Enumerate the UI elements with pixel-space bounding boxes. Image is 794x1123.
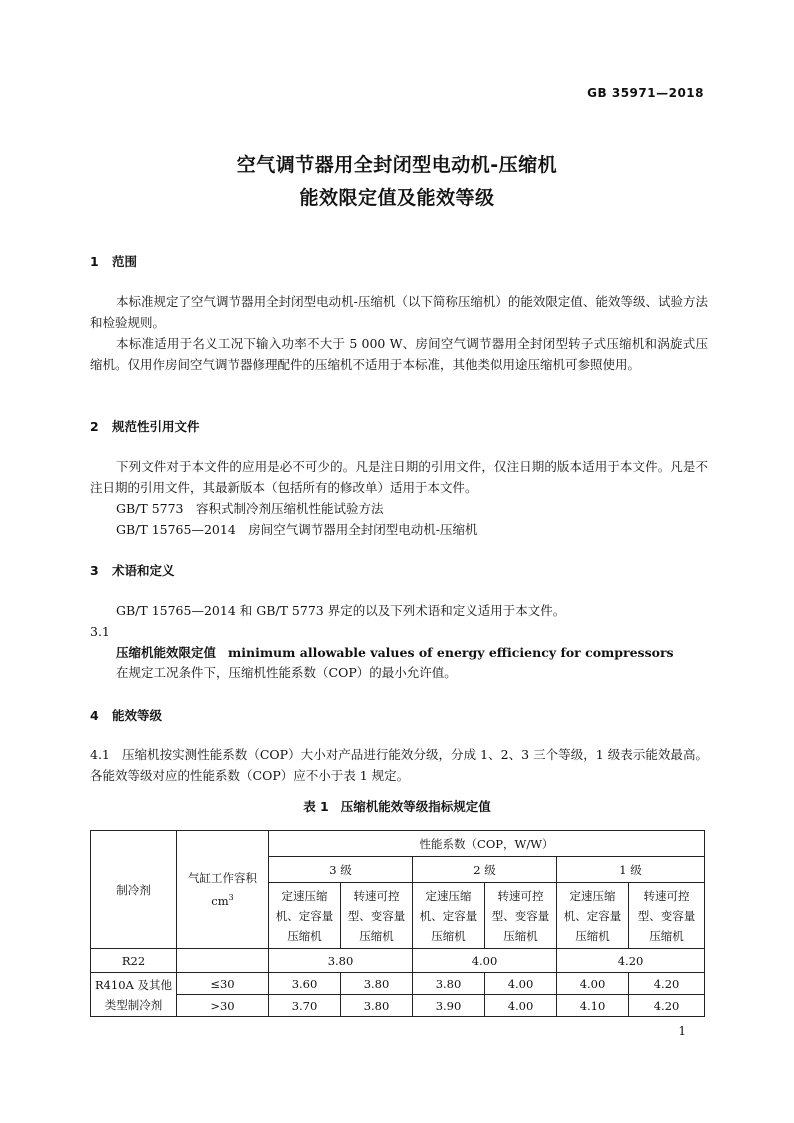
clause-3-1-number: 3.1 <box>90 624 110 639</box>
page-number: 1 <box>678 1024 686 1038</box>
cell-cop: 3.70 <box>269 995 341 1017</box>
term-entry <box>116 643 674 661</box>
header-cylinder-volume-unit: $cm^3$ <box>211 893 234 908</box>
efficiency-grade-table <box>90 830 705 1017</box>
cell-refrigerant: R410A 及其他 类型制冷剂 <box>91 973 177 1017</box>
cell-cop: 3.80 <box>413 973 485 995</box>
header-cylinder-volume-label: 气缸工作容积 <box>188 871 257 886</box>
table-caption-title: 压缩机能效等级指标规定值 <box>340 799 491 814</box>
table-row <box>91 995 705 1017</box>
header-variable-speed: 转速可控 型、变容量 压缩机 <box>341 883 413 949</box>
cell-cop: 3.80 <box>341 995 413 1017</box>
cell-volume: ≤30 <box>177 973 269 995</box>
header-variable-speed: 转速可控 型、变容量 压缩机 <box>485 883 557 949</box>
cell-cop: 4.00 <box>485 973 557 995</box>
header-variable-speed: 转速可控 型、变容量 压缩机 <box>629 883 705 949</box>
header-refrigerant: 制冷剂 <box>91 831 177 949</box>
cell-cop: 4.00 <box>485 995 557 1017</box>
header-grade-1: 1 级 <box>557 857 705 883</box>
header-grade-2: 2 级 <box>413 857 557 883</box>
cell-cop: 4.00 <box>557 973 629 995</box>
section-2-paragraph: 下列文件对于本文件的应用是必不可少的。凡是注日期的引用文件，仅注日期的版本适用于本文件。凡是不注日期的引用文件，其最新版本（包括所有的修改单）适用于本文件。 <box>90 459 708 495</box>
cell-volume: >30 <box>177 995 269 1017</box>
cell-cop: 3.80 <box>269 949 413 973</box>
section-number: 1 <box>90 254 99 269</box>
section-title: 规范性引用文件 <box>112 419 200 434</box>
section-1-paragraph-2: 本标准适用于名义工况下输入功率不大于 5 000 W、房间空气调节器用全封闭型转子式压缩机和涡旋式压缩机。仅用作房间空气调节器修理配件的压缩机不适用于本标准，其他类似用途压缩机可参照使用。 <box>90 336 708 372</box>
header-cop: 性能系数（COP，W/W） <box>269 831 705 857</box>
clause-4-1-number: 4.1 <box>90 747 110 762</box>
table-caption-number: 表 1 <box>303 799 329 814</box>
cell-cop: 4.00 <box>413 949 557 973</box>
cell-cop: 4.10 <box>557 995 629 1017</box>
section-4-paragraph: 压缩机按实测性能系数（COP）大小对产品进行能效分级，分成 1、2、3 三个等级，1 级表示能效最高。各能效等级对应的性能系数（COP）应不小于表 1 规定。 <box>90 747 708 783</box>
table-row <box>91 949 705 973</box>
section-3-heading <box>90 561 175 579</box>
term-definition: 在规定工况条件下，压缩机性能系数（COP）的最小允许值。 <box>116 665 457 680</box>
header-fixed-speed: 定速压缩 机、定容量 压缩机 <box>413 883 485 949</box>
section-title: 能效等级 <box>112 708 163 723</box>
section-2-heading <box>90 417 200 435</box>
section-title: 范围 <box>112 254 138 269</box>
cell-cop: 4.20 <box>629 995 705 1017</box>
header-fixed-speed: 定速压缩 机、定容量 压缩机 <box>269 883 341 949</box>
cell-cop: 3.90 <box>413 995 485 1017</box>
cell-volume <box>177 949 269 973</box>
section-1-heading <box>90 252 137 270</box>
normative-reference: GB/T 15765—2014 房间空气调节器用全封闭型电动机-压缩机 <box>116 522 478 537</box>
cell-refrigerant: R22 <box>91 949 177 973</box>
table-row <box>91 973 705 995</box>
section-title: 术语和定义 <box>112 563 175 578</box>
term-english: minimum allowable values of energy efficiency for compressors <box>228 645 674 660</box>
cell-cop: 3.60 <box>269 973 341 995</box>
section-number: 3 <box>90 563 99 578</box>
document-title-line1: 空气调节器用全封闭型电动机-压缩机 <box>236 154 558 176</box>
document-title-line2: 能效限定值及能效等级 <box>299 187 495 209</box>
header-cylinder-volume <box>177 831 269 949</box>
section-number: 4 <box>90 708 99 723</box>
section-3-paragraph: GB/T 15765—2014 和 GB/T 5773 界定的以及下列术语和定义适用于本文件。 <box>116 603 566 618</box>
table-caption <box>0 797 794 815</box>
header-grade-3: 3 级 <box>269 857 413 883</box>
header-fixed-speed: 定速压缩 机、定容量 压缩机 <box>557 883 629 949</box>
cell-cop: 3.80 <box>341 973 413 995</box>
cell-cop: 4.20 <box>557 949 705 973</box>
section-1-paragraph-1: 本标准规定了空气调节器用全封闭型电动机-压缩机（以下简称压缩机）的能效限定值、能效等级、试验方法和检验规则。 <box>90 294 708 330</box>
section-4-heading <box>90 706 162 724</box>
normative-reference: GB/T 5773 容积式制冷剂压缩机性能试验方法 <box>116 501 384 516</box>
cell-cop: 4.20 <box>629 973 705 995</box>
section-number: 2 <box>90 419 99 434</box>
term-chinese: 压缩机能效限定值 <box>116 645 217 660</box>
standard-number: GB 35971—2018 <box>587 86 704 100</box>
